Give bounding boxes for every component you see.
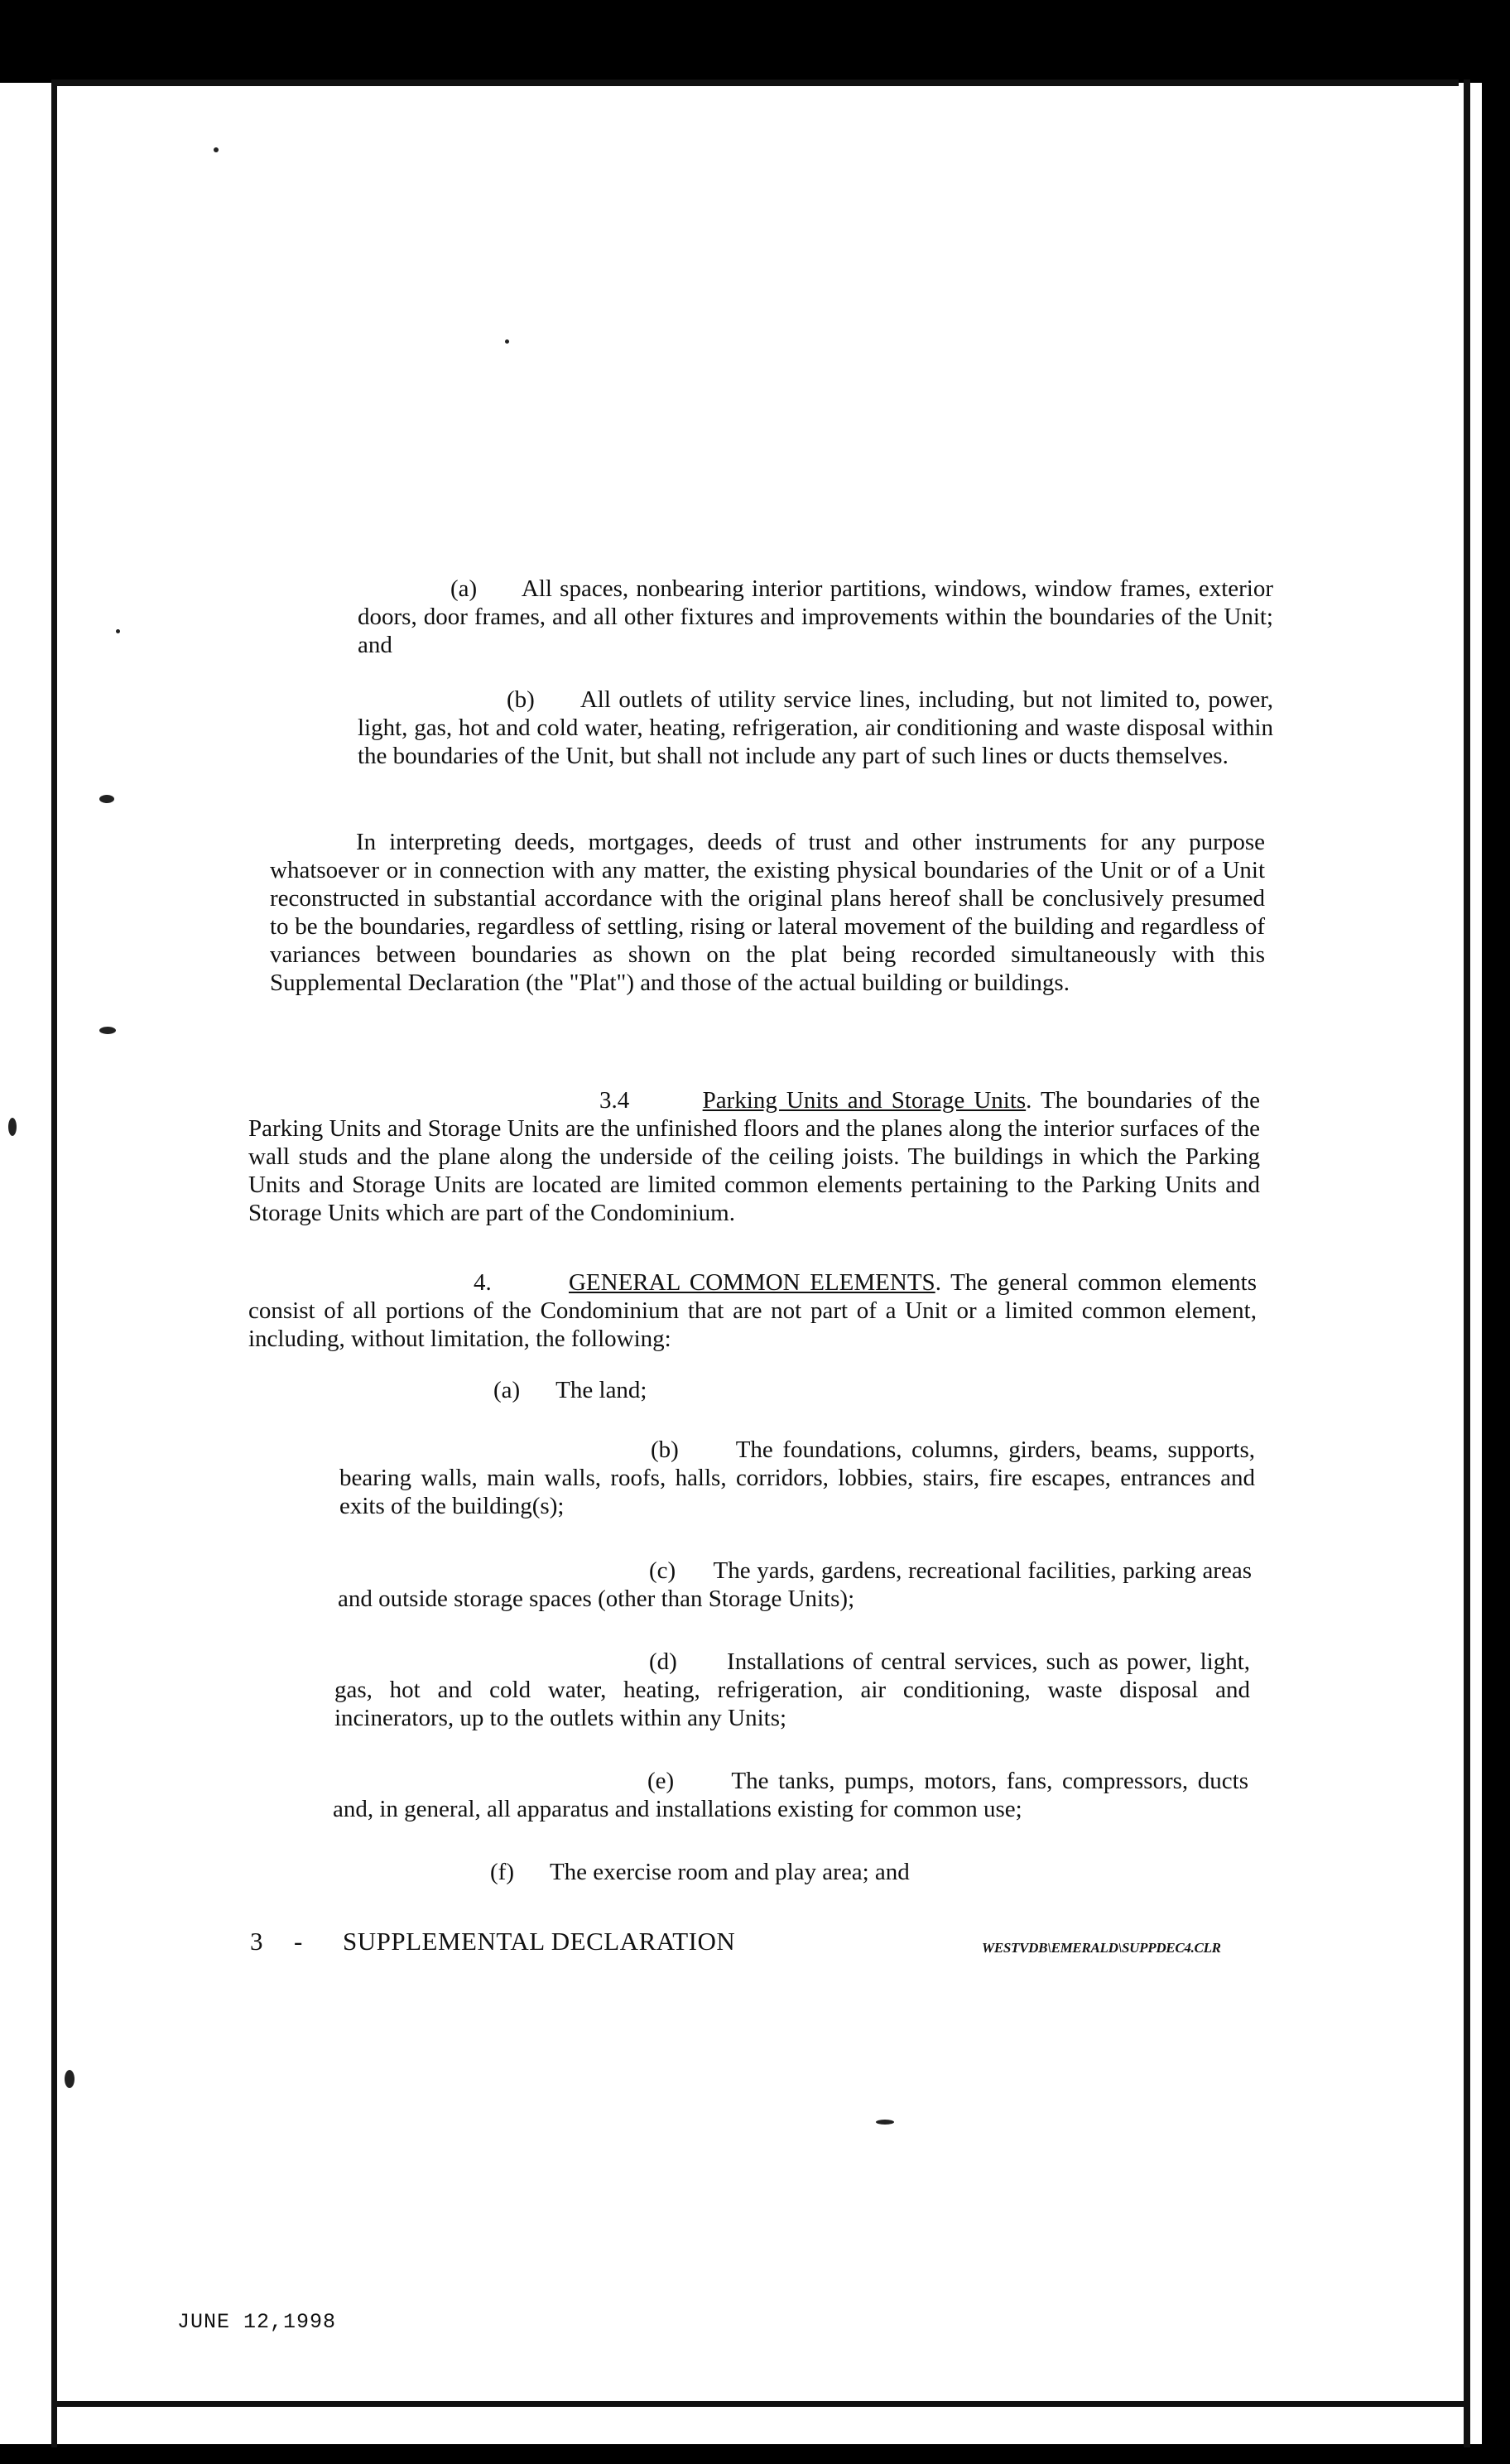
date-stamp: JUNE 12,1998 xyxy=(177,2310,337,2334)
paragraph-b-text: All outlets of utility service lines, including, but not limited to, power, light, gas, hot and cold water, heating, refrigeration, air conditioning and waste disposal within the boundaries of the Unit, but shall not include any part of such lines or ducts themselves. xyxy=(358,686,1273,769)
scan-top-border xyxy=(0,0,1510,83)
general-item-c xyxy=(338,1557,1252,1613)
footer-page-number: 3 xyxy=(250,1927,263,1956)
paragraph-interpreting xyxy=(270,828,1265,997)
page-frame-bottom xyxy=(51,2401,1470,2407)
section-3-4-text: . The boundaries of the Parking Units and Storage Units are the unfinished floors and the planes along the interior surfaces of the wall studs and the plane along the underside of the ceiling joists. The buildings in which the Parking Units and Storage Units are located are limited common elements pertaining to the Parking Units and Storage Units which are part of the Condominium. xyxy=(248,1087,1260,1226)
general-item-e-number: (e) xyxy=(647,1768,675,1794)
page-frame-top xyxy=(51,79,1459,86)
general-item-b-text: The foundations, columns, girders, beams, supports, bearing walls, main walls, roofs, halls, corridors, lobbies, stairs, fire escapes, entrances and exits of the building(s); xyxy=(339,1437,1255,1519)
scan-speck xyxy=(116,629,120,633)
general-item-d-text: Installations of central services, such as power, light, gas, hot and cold water, heating, refrigeration, air conditioning, waste disposal and incinerators, up to the outlets within any Units; xyxy=(334,1648,1251,1731)
general-item-f xyxy=(490,1858,1235,1886)
paragraph-a-number: (a) xyxy=(450,575,478,602)
general-item-e xyxy=(333,1767,1248,1823)
scan-bottom-border xyxy=(0,2444,1510,2464)
scan-speck xyxy=(99,1027,116,1034)
scan-speck xyxy=(876,2120,894,2125)
section-4-number: 4. xyxy=(474,1269,492,1296)
section-4 xyxy=(248,1268,1257,1353)
footer-dash: - xyxy=(294,1927,303,1956)
scan-speck xyxy=(99,795,114,803)
general-item-f-text: The exercise room and play area; and xyxy=(549,1859,910,1885)
scan-right-border xyxy=(1482,83,1510,2464)
general-item-e-text: The tanks, pumps, motors, fans, compressors, ducts and, in general, all apparatus and installations existing for common use; xyxy=(333,1768,1248,1822)
scan-speck xyxy=(65,2070,75,2088)
paragraph-b-number: (b) xyxy=(507,686,535,713)
section-3-4 xyxy=(248,1086,1260,1227)
general-item-f-number: (f) xyxy=(490,1859,514,1885)
footer-title: SUPPLEMENTAL DECLARATION xyxy=(343,1927,736,1956)
paragraph-a xyxy=(358,575,1273,659)
section-3-4-heading: Parking Units and Storage Units xyxy=(702,1087,1027,1114)
scan-speck xyxy=(8,1118,17,1136)
section-4-heading: GENERAL COMMON ELEMENTS xyxy=(568,1269,935,1296)
page-frame-right xyxy=(1464,79,1470,2447)
general-item-b-number: (b) xyxy=(651,1437,679,1463)
page-frame-left xyxy=(51,79,57,2447)
general-item-a-text: The land; xyxy=(555,1377,647,1403)
general-item-c-text: The yards, gardens, recreational facilities, parking areas and outside storage spaces (other than Storage Units); xyxy=(338,1557,1252,1612)
paragraph-a-text: All spaces, nonbearing interior partitions, windows, window frames, exterior doors, door frames, and all other fixtures and improvements within the boundaries of the Unit; and xyxy=(358,575,1273,658)
general-item-d xyxy=(334,1648,1250,1732)
footer-file-code: WESTVDB\EMERALD\SUPPDEC4.CLR xyxy=(982,1940,1221,1956)
scan-speck xyxy=(505,339,509,344)
section-4-text: . The general common elements consist of all portions of the Condominium that are not part of a Unit or a limited common element, including, without limitation, the following: xyxy=(248,1269,1257,1352)
general-item-c-number: (c) xyxy=(649,1557,676,1584)
general-item-a xyxy=(493,1376,1238,1404)
paragraph-b xyxy=(358,686,1273,770)
section-3-4-number: 3.4 xyxy=(599,1087,630,1114)
scan-speck xyxy=(214,147,219,152)
general-item-a-number: (a) xyxy=(493,1377,521,1403)
general-item-b xyxy=(339,1436,1255,1520)
general-item-d-number: (d) xyxy=(649,1648,677,1675)
paragraph-interpreting-text: In interpreting deeds, mortgages, deeds of trust and other instruments for any purpose whatsoever or in connection with any matter, the existing physical boundaries of the Unit or of a Unit reconstructed in substantial accordance with the original plans hereof shall be conclusively presumed to be the boundaries, regardless of settling, rising or lateral movement of the building and regardless of variances between boundaries as shown on the plat being recorded simultaneously with this Supplemental Declaration (the "Plat") and those of the actual building or buildings. xyxy=(270,829,1265,996)
